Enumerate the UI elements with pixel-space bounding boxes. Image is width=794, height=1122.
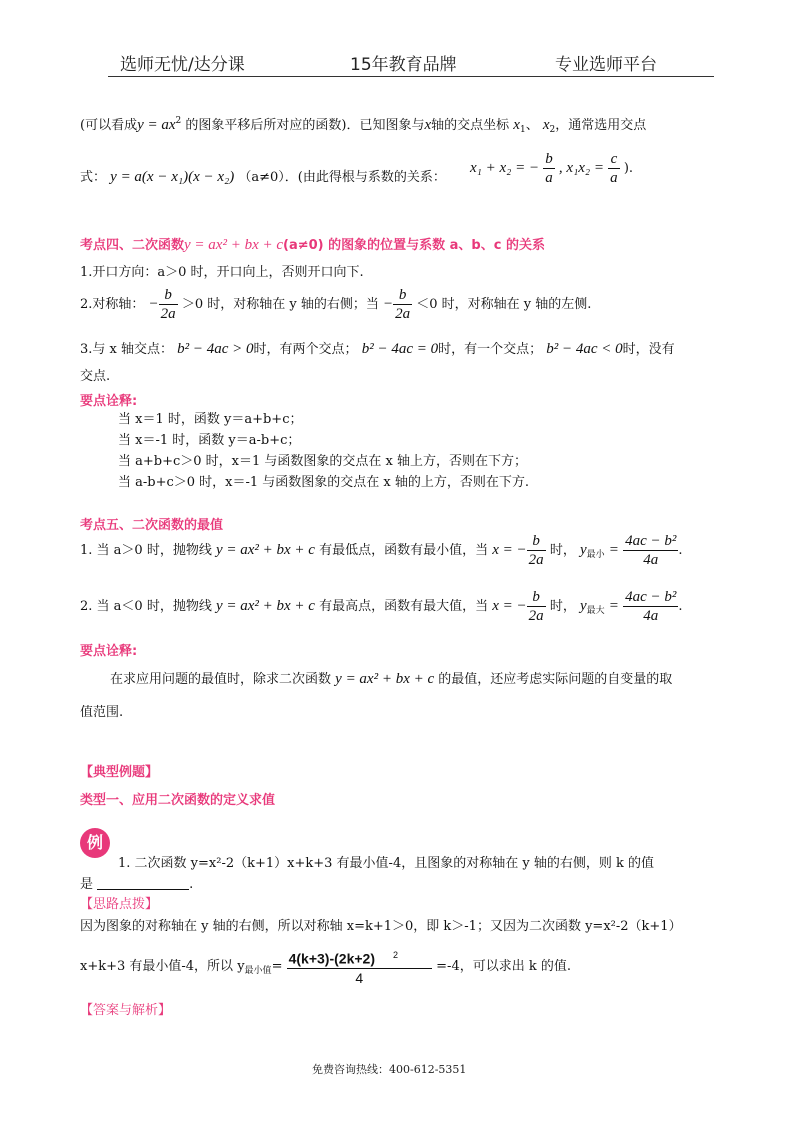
sec4-note-1: 当 x＝1 时，函数 y＝a+b+c； xyxy=(118,412,303,427)
answer-title: 【答案与解析】 xyxy=(80,1003,172,1018)
sec5-item-2: 2. 当 a＜0 时，抛物线 y = ax² + bx + c 有最高点，函数有最大值，当 x = − $\frac{b}{2a}$ 时， $y_{最大}$ = $\frac{\text{4ac − b²}}{4a}$ . xyxy=(80,589,683,624)
examples-title: 【典型例题】 xyxy=(80,765,159,780)
intro-line-1: (可以看成$y = ax^2$ 的图象平移后所对应的函数)．已知图象与x轴的交点坐标 $x_1$、 $x_2$，通常选用交点 xyxy=(80,116,647,135)
sec4-note-3: 当 a+b+c＞0 时，x＝1 与函数图象的交点在 x 轴上方，否则在下方； xyxy=(118,454,528,469)
sec4-item-3: 3.与 x 轴交点： b² − 4ac > 0时，有两个交点； b² − 4ac = 0时，有一个交点； b² − 4ac < 0时，没有 xyxy=(80,341,675,357)
question-1-line-2: 是 . xyxy=(80,877,194,892)
hint-title: 【思路点拨】 xyxy=(80,897,159,912)
sec5-note-title: 要点诠释: xyxy=(80,644,138,659)
header-center: 15年教育品牌 xyxy=(350,55,457,75)
sec5-item-1: 1. 当 a＞0 时，抛物线 y = ax² + bx + c 有最低点，函数有最小值，当 x = − $\frac{b}{2a}$ 时， $y_{最小}$ = $\frac{\text{4ac − b²}}{4a}$ . xyxy=(80,533,683,568)
sec4-item-2: 2.对称轴： − $\frac{b}{2a}$ ＞0 时，对称轴在 y 轴的右侧；当 − $\frac{b}{2a}$ ＜0 时，对称轴在 y 轴的左侧. xyxy=(80,287,592,322)
sec4-note-title: 要点诠释: xyxy=(80,394,138,409)
type-1-title: 类型一、应用二次函数的定义求值 xyxy=(80,793,276,808)
sec5-note-line-2: 值范围. xyxy=(80,705,124,720)
sec4-item-1: 1.开口方向：a＞0 时，开口向上，否则开口向下. xyxy=(80,265,364,280)
header-right: 专业选师平台 xyxy=(555,55,657,75)
sec5-note-line-1: 在求应用问题的最值时，除求二次函数 y = ax² + bx + c 的最值，还应考虑实际问题的自变量的取 xyxy=(110,671,673,687)
sec4-note-2: 当 x＝-1 时，函数 y＝a-b+c； xyxy=(118,433,301,448)
header-rule xyxy=(108,76,714,77)
header-left: 选师无忧/达分课 xyxy=(120,55,245,75)
section-4-title: 考点四、二次函数y = ax² + bx + c(a≠0) 的图象的位置与系数 a、b、c 的关系 xyxy=(80,237,545,253)
section-5-title: 考点五、二次函数的最值 xyxy=(80,518,224,533)
sec4-item-3-cont: 交点. xyxy=(80,369,111,384)
intro-line-2-left: 式： y = a(x − x₁)(x − x₂) （a≠0）．(由此得根与系数的关系： xyxy=(80,169,446,185)
hint-line-1: 因为图象的对称轴在 y 轴的右侧，所以对称轴 x=k+1＞0，即 k＞-1；又因为二次函数 y=x²-2（k+1） xyxy=(80,919,682,934)
hint-line-2: x+k+3 有最小值-4，所以 $y_{最小值}=$ $\frac{4(k+3)-(2k+2) ^2}{4}$ =-4，可以求出 k 的值. xyxy=(80,946,571,987)
sec4-note-4: 当 a-b+c＞0 时，x＝-1 与函数图象的交点在 x 轴的上方，否则在下方. xyxy=(118,475,530,490)
question-1-line-1: 1. 二次函数 y=x²-2（k+1）x+k+3 有最小值-4，且图象的对称轴在 y 轴的右侧，则 k 的值 xyxy=(118,856,654,871)
answer-blank xyxy=(97,877,189,890)
example-badge: 例 xyxy=(80,828,110,858)
footer-hotline: 免费咨询热线：400-612-5351 xyxy=(312,1063,467,1076)
vieta-formula: x₁ + x₂ = − $\frac{b}{a}$ , x₁x₂ = $\frac{c}{a}$ ). xyxy=(470,151,634,186)
